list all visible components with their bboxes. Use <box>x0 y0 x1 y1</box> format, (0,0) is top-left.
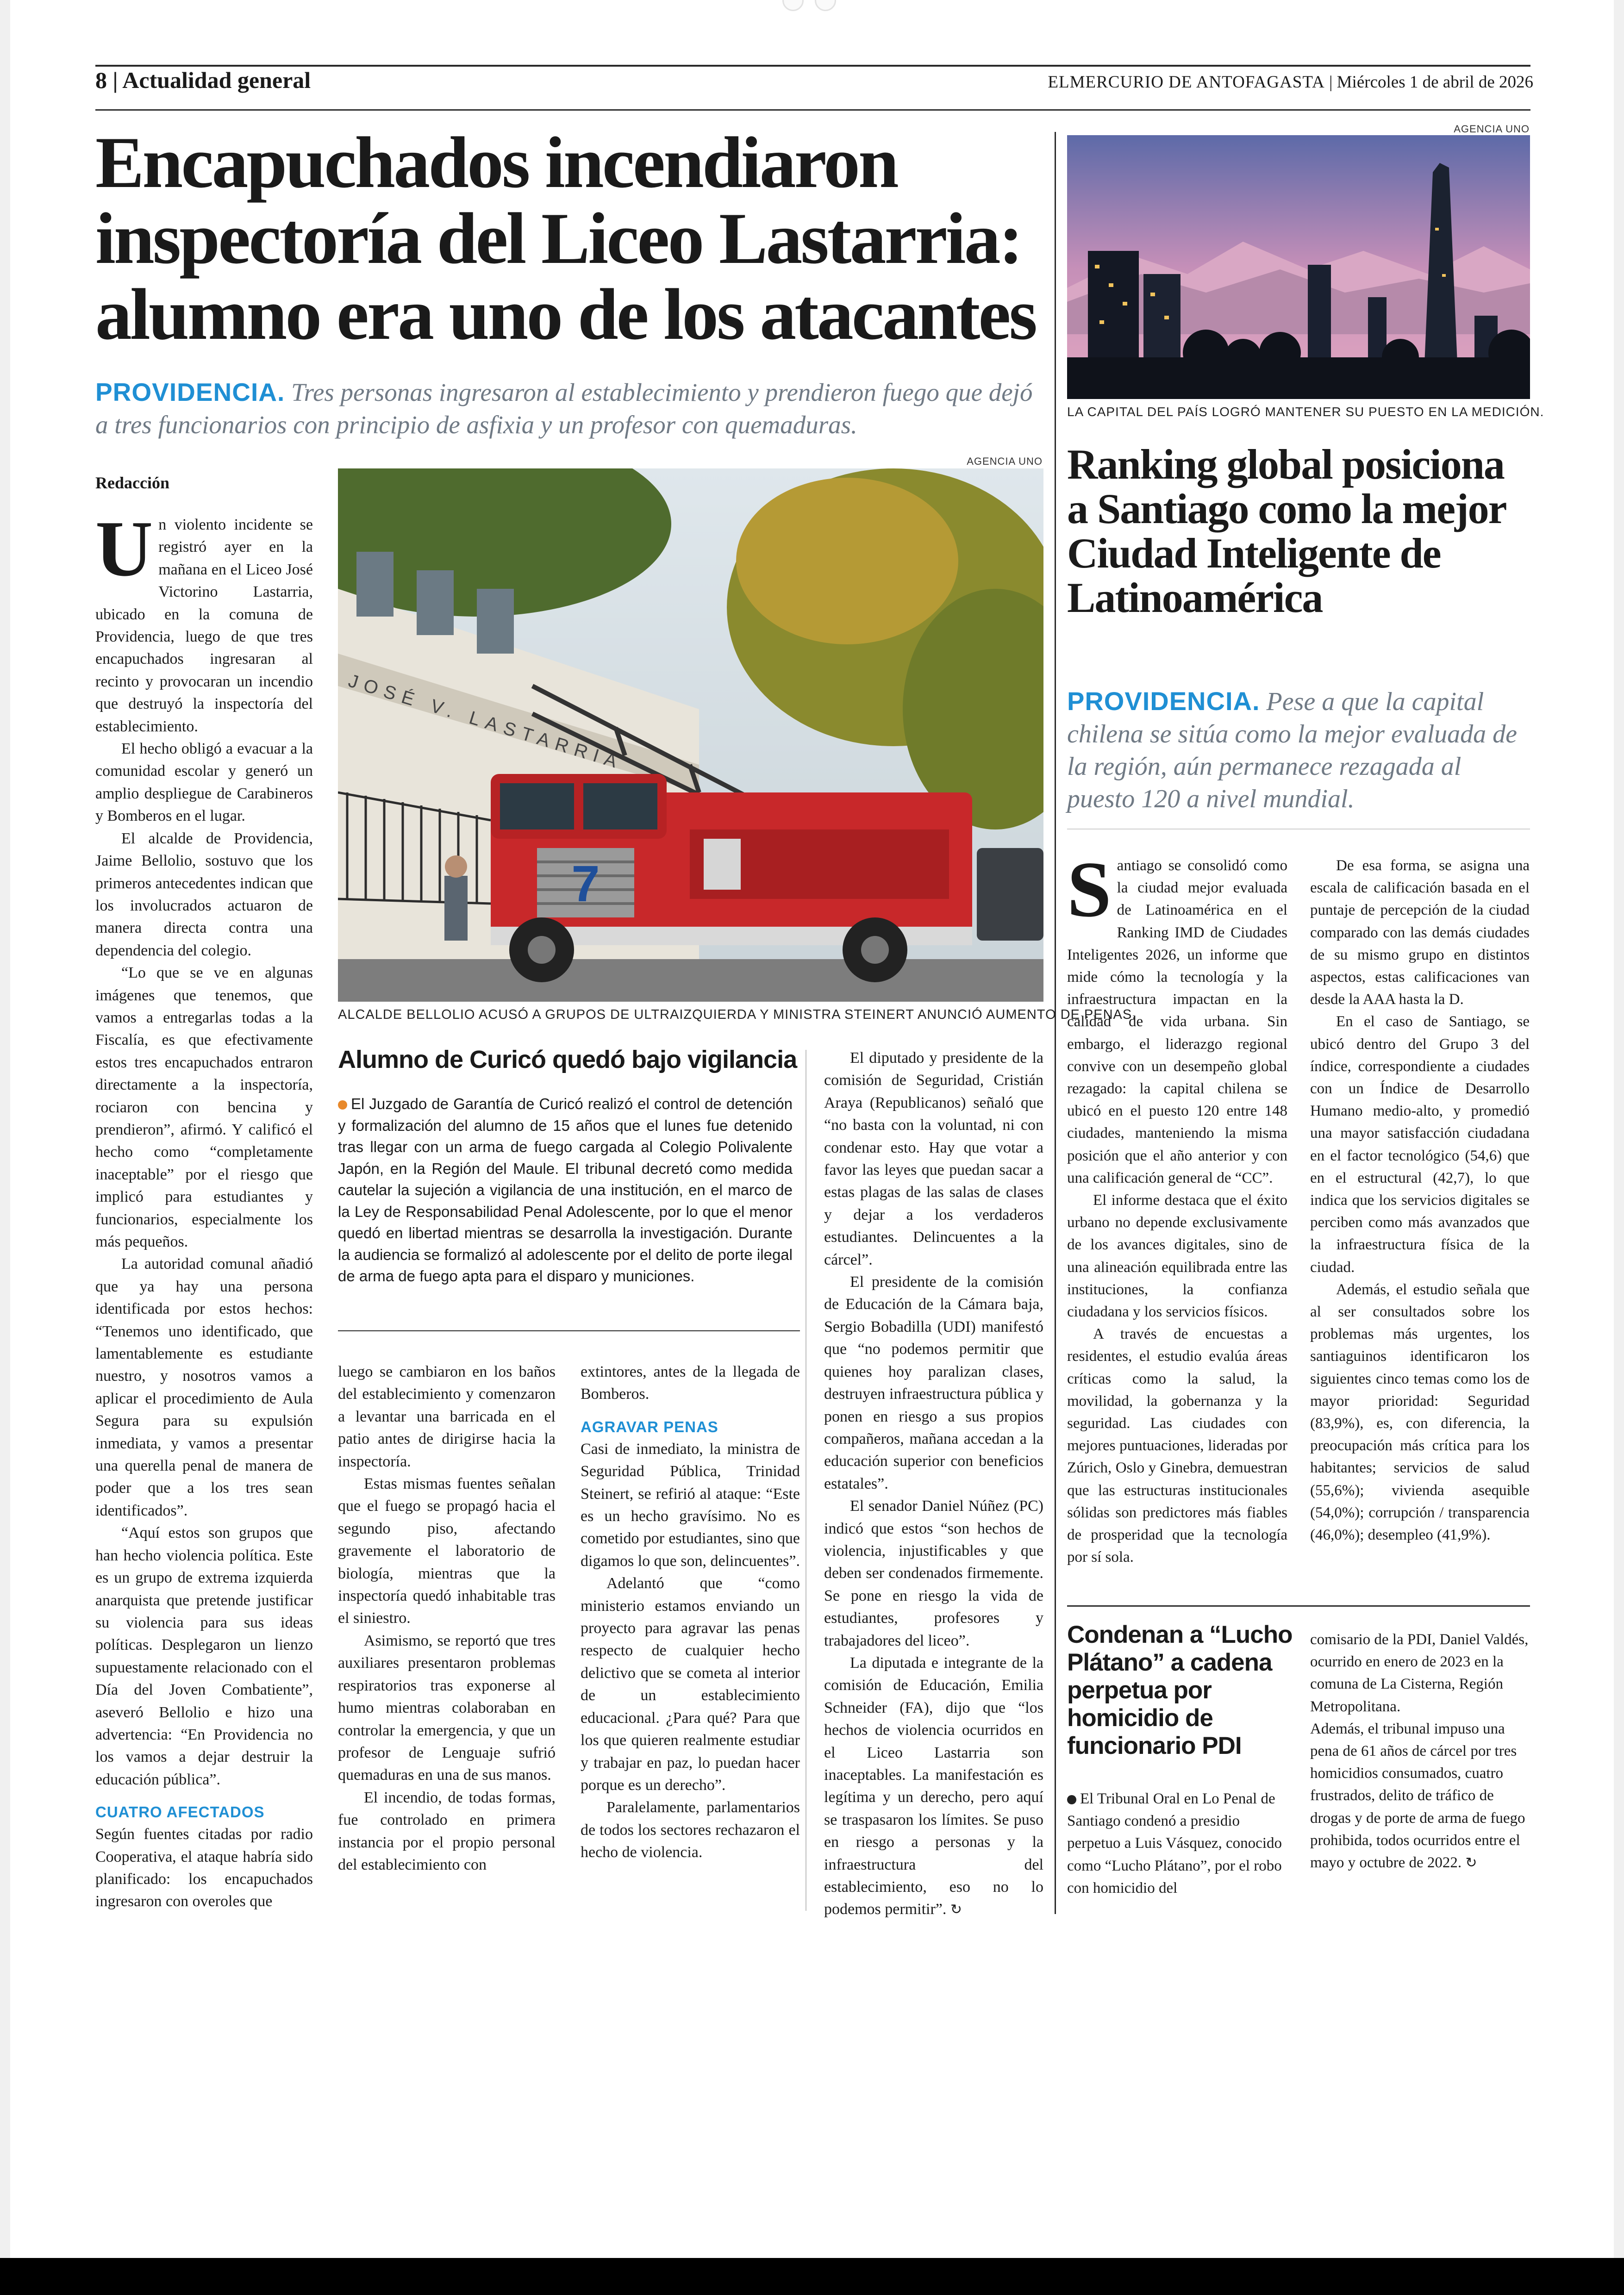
lucho-col2-p2 <box>1310 1718 1530 1874</box>
ranking-column-2 <box>1310 854 1530 1546</box>
ranking-dek-kicker: PROVIDENCIA. <box>1067 686 1260 716</box>
black-bullet <box>1067 1795 1076 1804</box>
header-bottom-rule <box>95 109 1530 111</box>
main-col4-p3: El senador Daniel Núñez (PC) indicó que estos “son hechos de violencia, injustificables y que deben ser condenados firmemente. Se pone en riesgo la vida de estudiantes, profesores y trabajadores del liceo”. <box>824 1497 1043 1649</box>
ranking-col2-p1: De esa forma, se asigna una escala de calificación basada en el puntaje de percepción de la ciudad comparado con las demás ciudades de su mismo grupo en distintos aspectos, estas calificaciones van desde la AAA hasta la D. <box>1310 857 1530 1008</box>
sidebar-title: Alumno de Curicó quedó bajo vigilancia <box>338 1046 797 1073</box>
main-col4-p1: El diputado y presidente de la comisión de Seguridad, Cristián Araya (Republicanos) señaló que “no basta con la voluntad, ni con condenar esto. Hay que votar a favor las leyes que puedan sacar a estas plagas de las salas de clases y dejar a los verdaderos estudiantes. Delincuentes a la cárcel”. <box>824 1049 1043 1268</box>
right-page-edge <box>1614 0 1624 2295</box>
section-header <box>95 67 311 94</box>
main-col2-p4: El incendio, de todas formas, fue controlado en primera instancia por el propio personal del establecimiento con <box>338 1789 556 1873</box>
byline: Redacción <box>95 474 169 492</box>
main-col3-p2: Casi de inmediato, la ministra de Seguridad Pública, Trinidad Steinert, se refirió al ataque: “Este es un hecho gravísimo. No es cometido por estudiantes, sino que digamos lo que son, delincuentes”. <box>581 1440 800 1570</box>
lucho-column-2 <box>1310 1628 1530 1874</box>
main-col4-p4-text: La diputada e integrante de la comisión de Educación, Emilia Schneider (FA), dijo que “los hechos de violencia ocurridos en el Liceo Lastarria son inaceptables. La manifestación es legítima y un derecho, pero aquí se traspasaron los límites. Se puso en riesgo a personas y la infraestructura del establecimiento, eso no lo podemos permitir”. <box>824 1654 1043 1918</box>
ranking-col1-p1: antiago se consolidó como la ciudad mejor evaluada de Latinoamérica en el Ranking IMD de Ciudades Inteligentes 2026, un informe que mide cómo la tecnología y la infraestructura impactan en la calidad de vida urbana. Sin embargo, el liderazgo regional convive con un desempeño global rezagado: la capital chilena se ubicó en el puesto 120 entre 148 ciudades, manteniendo la misma posición que el año anterior y con una calificación general de “CC”. <box>1067 857 1287 1186</box>
school-sign-text: JOSÉ V. LASTARRIA <box>346 670 626 774</box>
lucho-col2-p1: comisario de la PDI, Daniel Valdés, ocurrido en enero de 2023 en la comuna de La Cisterna, Región Metropolitana. <box>1310 1631 1529 1715</box>
ranking-dek <box>1067 685 1530 815</box>
santiago-skyline-photo <box>1067 135 1530 399</box>
subhead-agravar-penas: AGRAVAR PENAS <box>581 1418 718 1435</box>
lucho-headline: Condenan a “Lucho Plátano” a cadena perpetua por homicidio de funcionario PDI <box>1067 1621 1293 1759</box>
sidebar-bottom-rule <box>338 1330 800 1331</box>
main-col2-p1: luego se cambiaron en los baños del establecimiento y comenzaron a levantar una barricada en el patio antes de dirigirse hacia la inspectoría. <box>338 1363 556 1470</box>
ranking-dropcap: S <box>1067 846 1112 934</box>
main-column-4 <box>824 1047 1043 1921</box>
main-col3-p1: extintores, antes de la llegada de Bomberos. <box>581 1363 800 1403</box>
main-headline: Encapuchados incendiaron inspectoría del Liceo Lastarria: alumno era uno de los atacantes <box>95 122 1036 355</box>
main-col1-p3: El alcalde de Providencia, Jaime Bellolio, sostuvo que los primeros antecedentes indican que los involucrados actuaron de manera directa contra una dependencia del colegio. <box>95 829 313 959</box>
publication-name: ELMERCURIO DE ANTOFAGASTA <box>1048 73 1325 92</box>
header-divider-right: | <box>1329 73 1337 92</box>
main-dropcap: U <box>95 505 153 593</box>
section-name: Actualidad general <box>122 67 311 93</box>
main-col2-p2: Estas mismas fuentes señalan que el fuego se propagó hacia el segundo piso, afectando gravemente el laboratorio de biología, mientras que la inspectoría quedó inhabitable tras el siniestro. <box>338 1475 556 1627</box>
ranking-col1-p2: El informe destaca que el éxito urbano no depende exclusivamente de los avances digitales, sino de una alineación equilibrada entre las instituciones, la confianza ciudadana y los servicios físicos. <box>1067 1192 1287 1321</box>
main-column-3 <box>581 1361 800 1864</box>
main-col1-p6: “Aquí estos son grupos que han hecho violencia política. Este es un grupo de extrema izquierda anarquista que pretende justificar su violencia para sus ideas políticas. Desplegaron un lienzo supuestamente relacionado con el Día del Joven Combatiente”, aseveró Bellolio e hizo una advertencia: “En Providencia no los vamos a dejar destruir la educación pública”. <box>95 1524 313 1788</box>
main-col1-p2: El hecho obligó a evacuar a la comunidad escolar y generó un amplio despliegue de Carabineros y Bomberos en el lugar. <box>95 740 313 825</box>
ranking-col1-p3: A través de encuestas a residentes, el estudio evalúa áreas críticas como la salud, la movilidad, la gobernanza y la seguridad. Las ciudades con mejores puntuaciones, lideradas por Zúrich, Oslo y Ginebra, demuestran que las estructuras institucionales sólidas son predictores más fiables de prosperidad que la tecnología por sí sola. <box>1067 1326 1287 1566</box>
main-col1-p1: n violento incidente se registró ayer en la mañana en el Liceo José Victorino Lastarria, ubicado en la comuna de Providencia, luego de que tres encapuchados ingresaran al recinto y provocaran un incendio que destruyó la inspectoría del establecimiento. <box>95 516 313 735</box>
main-col2-p3: Asimismo, se reportó que tres auxiliares presentaron problemas respiratorios tras exponerse al humo mientras colaboraban en controlar la emergencia, y que un profesor de Lenguaje sufrió quemaduras en una de sus manos. <box>338 1632 556 1784</box>
main-dek-kicker: PROVIDENCIA. <box>95 378 285 406</box>
main-col3-p4: Paralelamente, parlamentarios de todos los sectores rechazaron el hecho de violencia. <box>581 1799 800 1861</box>
main-column-2 <box>338 1361 556 1876</box>
main-dek-text: Tres personas ingresaron al establecimiento y prendieron fuego que dejó a tres funcionarios con principio de asfixia y un profesor con quemaduras. <box>95 378 1033 439</box>
orange-bullet <box>338 1100 347 1110</box>
main-photo-credit: AGENCIA UNO <box>967 455 1043 467</box>
main-col4-p4 <box>824 1652 1043 1921</box>
left-page-edge <box>0 0 10 2295</box>
end-mark-icon: ↻ <box>950 1902 962 1918</box>
lucho-column-1 <box>1067 1788 1287 1899</box>
page-navigation-dots[interactable] <box>782 0 843 12</box>
sidebar-body-text: El Juzgado de Garantía de Curicó realizó el control de detención y formalización del alumno de 15 años que el lunes fue detenido tras llegar con un arma de fuego cargada al Colegio Polivalente Japón, en la Región del Maule. El tribunal decretó como medida cautelar la sujeción a vigilancia de una institución, en el marco de la Ley de Responsabilidad Penal Adolescente, por lo que el menor quedó en libertad mientras se desarrolla la investigación. Durante la audiencia se formalizó al adolescente por el delito de porte ilegal de arma de fuego apta para el disparo y municiones. <box>338 1095 793 1285</box>
sidebar-body <box>338 1093 793 1287</box>
main-column-1 <box>95 505 313 1913</box>
ranking-dek-text: Pese a que la capital chilena se sitúa como la mejor evaluada de la región, aún permanece rezagada al puesto 120 a nivel mundial. <box>1067 687 1518 813</box>
page-number: 8 <box>95 67 107 93</box>
end-mark-icon-2: ↻ <box>1465 1855 1477 1871</box>
ranking-col2-p2: En el caso de Santiago, se ubicó dentro del Grupo 3 del índice, correspondiente a ciudades con un Índice de Desarrollo Humano medio-alto, y promedió una mayor satisfacción ciudadana en el factor tecnológico (54,6) que en el estructural (42,7), lo que indica que los servicios digitales se perciben como más avanzados que la infraestructura física de la ciudad. <box>1310 1013 1530 1276</box>
column-divider <box>1055 132 1056 1914</box>
subhead-cuatro-afectados: CUATRO AFECTADOS <box>95 1803 265 1821</box>
ranking-column-1 <box>1067 846 1287 1569</box>
main-photo <box>338 468 1043 1002</box>
ranking-col2-p3: Además, el estudio señala que al ser consultados sobre los problemas más urgentes, los santiaguinos identificaron los siguientes cinco temas como los de mayor prioridad: Seguridad (83,9%), es, con diferencia, la preocupación más crítica para los habitantes; servicios de salud (55,6%); vivienda asequible (54,0%); corrupción / transparencia (46,0%); desempleo (41,9%). <box>1310 1281 1530 1544</box>
ranking-photo-caption: LA CAPITAL DEL PAÍS LOGRÓ MANTENER SU PUESTO EN LA MEDICIÓN. <box>1067 405 1544 419</box>
lucho-col2-p2-text: Además, el tribunal impuso una pena de 61 años de cárcel por tres homicidios consumados, cuatro frustrados, delito de tráfico de drogas y de porte de arma de fuego prohibida, todos ocurridos entre el mayo y octubre de 2022. <box>1310 1720 1525 1871</box>
ranking-photo-credit: AGENCIA UNO <box>1454 123 1530 135</box>
truck-number: 7 <box>571 855 600 912</box>
main-photo-caption: ALCALDE BELLOLIO ACUSÓ A GRUPOS DE ULTRAIZQUIERDA Y MINISTRA STEINERT ANUNCIÓ AUMENTO DE PENAS. <box>338 1007 1137 1022</box>
main-col3-p3: Adelantó que “como ministerio estamos enviando un proyecto para agravar las penas respecto de cualquier hecho delictivo que se cometa al interior de un establecimiento educacional. ¿Para qué? Para que los que quieren realmente estudiar y trabajar en paz, lo puedan hacer porque es un derecho”. <box>581 1575 800 1794</box>
main-col1-p7: Según fuentes citadas por radio Cooperativa, el ataque habría sido planificado: los encapuchados ingresaron con overoles que <box>95 1826 313 1910</box>
ranking-headline: Ranking global posiciona a Santiago como la mejor Ciudad Inteligente de Latinoamérica <box>1067 441 1505 621</box>
header-divider: | <box>112 67 123 93</box>
lucho-col1-text: El Tribunal Oral en Lo Penal de Santiago condenó a presidio perpetuo a Luis Vásquez, conocido como “Lucho Plátano”, por el robo con homicidio del <box>1067 1790 1282 1896</box>
main-col1-p4: “Lo que se ve en algunas imágenes que tenemos, que vamos a entregarlas todas a la Fiscalía, es que efectivamente estos tres encapuchados entraron directamente a la inspectoría, rociaron con bencina y prendieron”, afirmó. Y calificó el hecho como “completamente inaceptable” por el riesgo que implicó para estudiantes y funcionarios, especialmente los más pequeños. <box>95 964 313 1250</box>
publication-header <box>1048 72 1533 92</box>
lucho-col1-p1 <box>1067 1788 1287 1899</box>
main-col4-p2: El presidente de la comisión de Educación de la Cámara baja, Sergio Bobadilla (UDI) manifestó que “no podemos permitir que quienes hoy paralizan clases, destruyen infraestructura pública y ponen en riesgo a sus propios compañeros, mañana accedan a la educación superior con beneficios estatales”. <box>824 1273 1043 1492</box>
bottom-black-bar <box>0 2258 1624 2295</box>
publication-date: Miércoles 1 de abril de 2026 <box>1337 73 1533 92</box>
main-col1-p5: La autoridad comunal añadió que ya hay una persona identificada por estos hechos: “Tenemos uno identificado, que lamentablemente es estudiante nuestro, y nosotros vamos a aplicar el procedimiento de Aula Segura para su expulsión inmediata, y vamos a presentar una querella penal de manera de poder que a los tres sean identificados”. <box>95 1255 313 1519</box>
main-dek <box>95 376 1044 441</box>
lucho-top-rule <box>1067 1605 1530 1607</box>
